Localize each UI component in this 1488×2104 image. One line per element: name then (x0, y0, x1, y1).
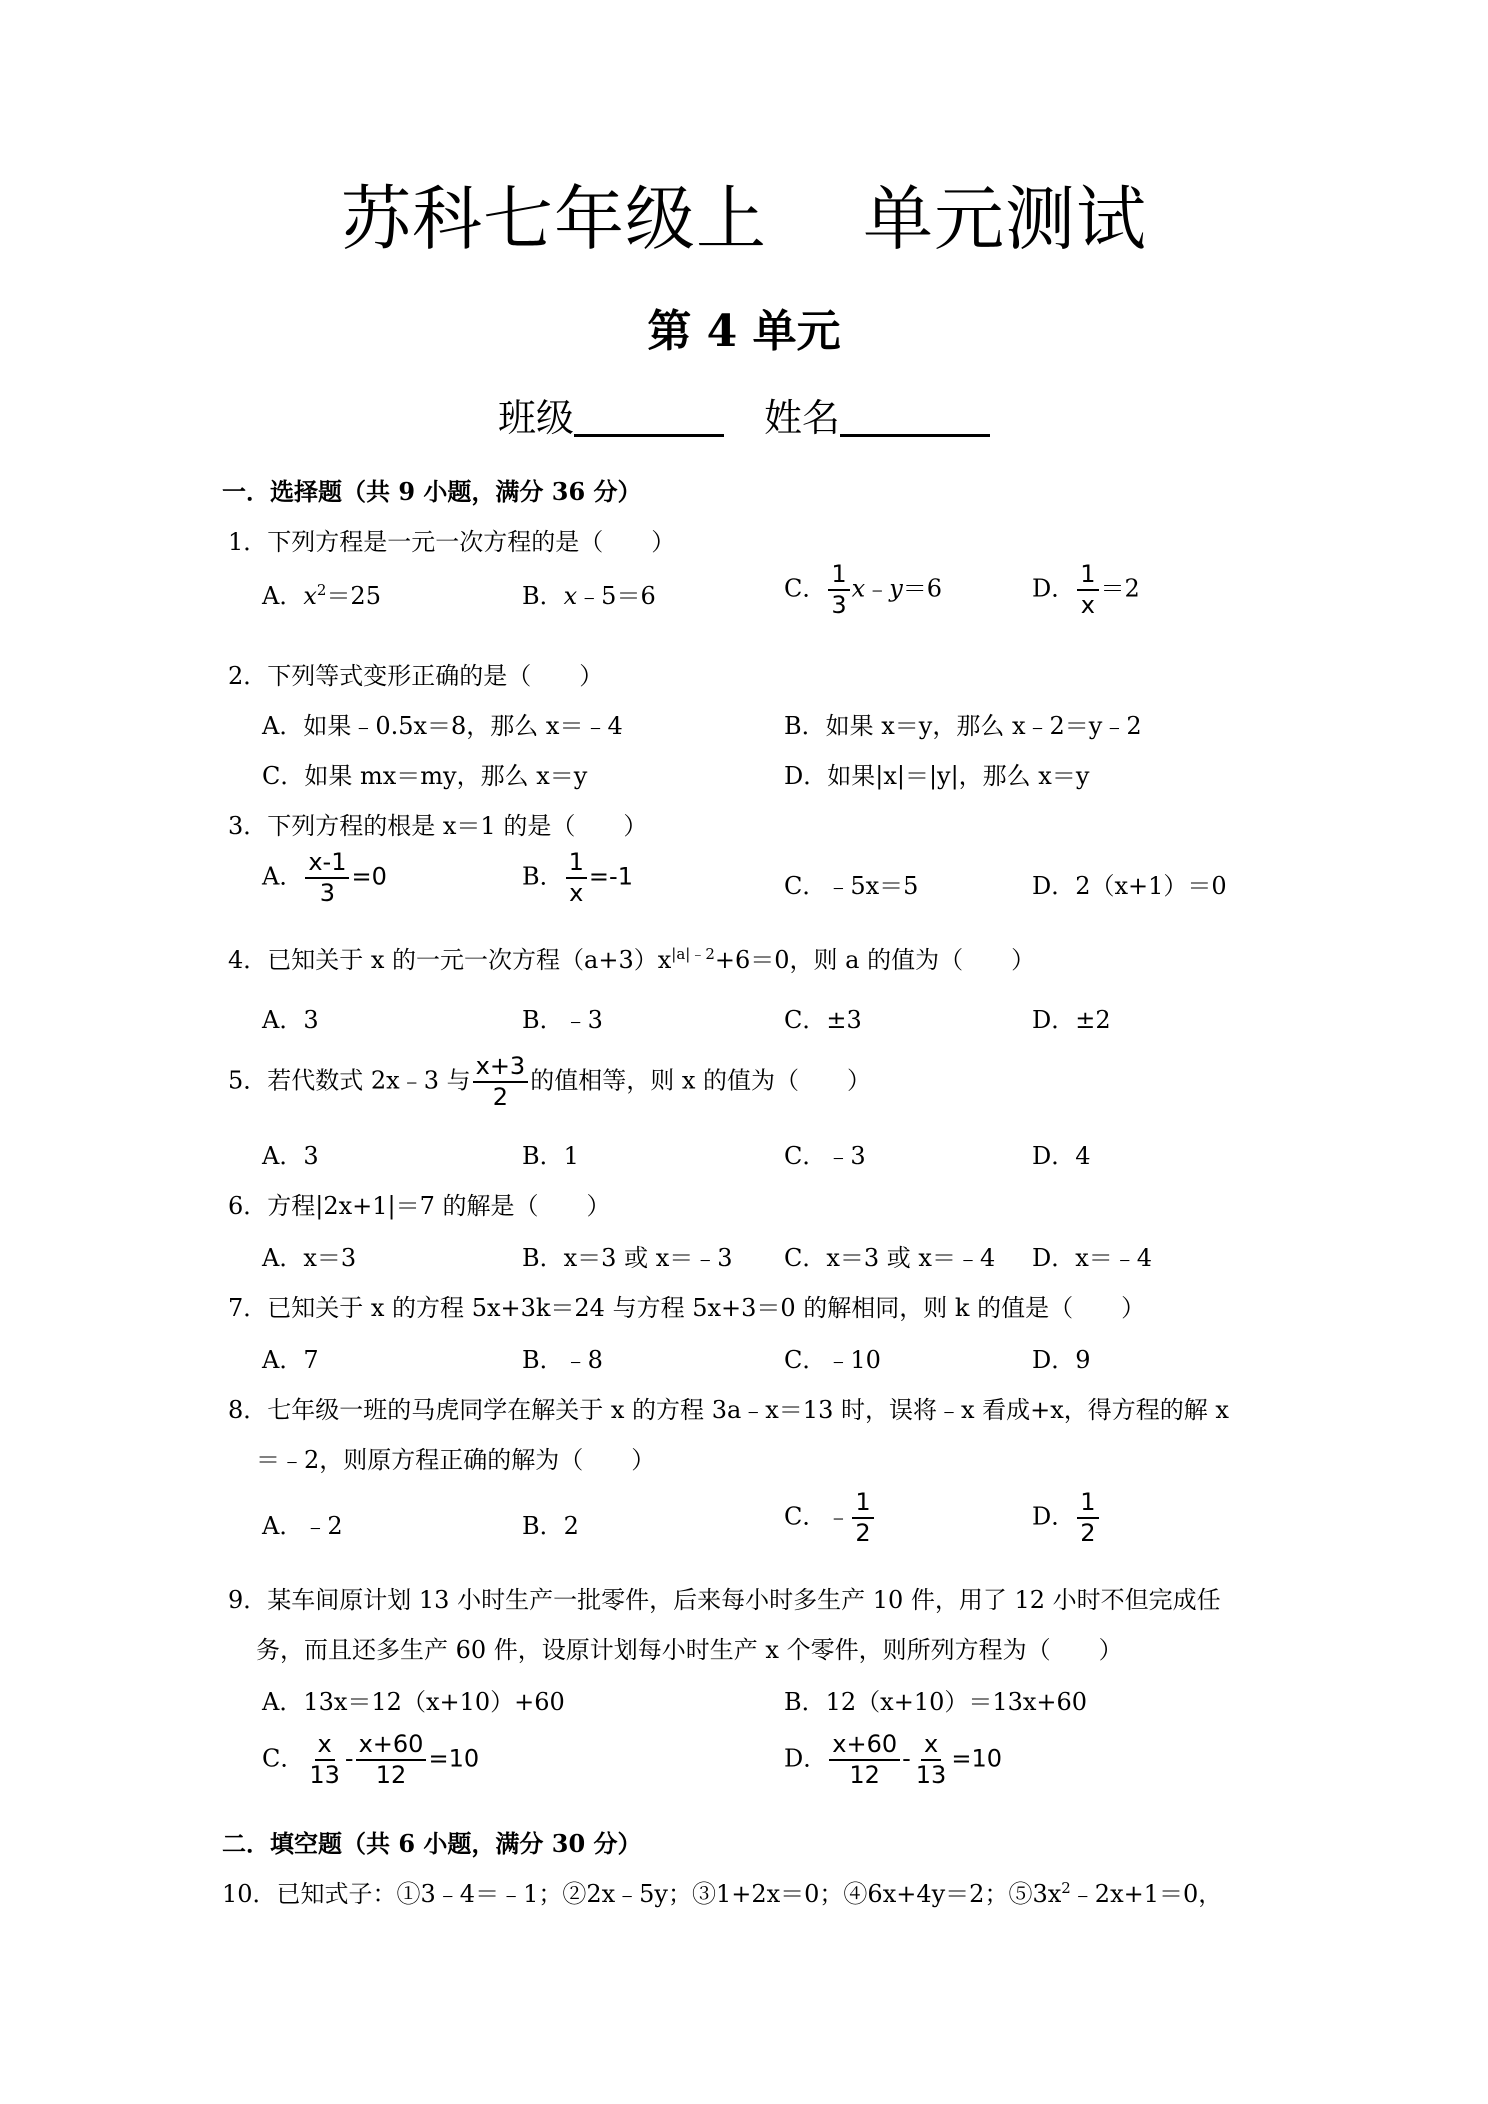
fraction: $\frac{x}{13}$ (915, 1730, 947, 1790)
q6-option-c: C．x＝3 或 x＝﹣4 (784, 1244, 996, 1272)
question-2: 2．下列等式变形正确的是（ ） (228, 662, 604, 690)
fraction: $\frac{x}{13}$ (309, 1730, 340, 1790)
q7-option-a: A．7 (262, 1346, 319, 1374)
fraction: $\frac{1}{2}$ (852, 1490, 873, 1546)
question-4: 4．已知关于 x 的一元一次方程$(a+3)x^{|a|﹣2}+6=0$，则 a 的值为（ ） (228, 945, 1036, 974)
fraction: $\frac{1}{2}$ (1077, 1490, 1098, 1546)
q1-option-d: D． $\frac{1}{x}$ ＝2 (1032, 560, 1140, 620)
q1-option-a: A．$x^2=25$ (262, 581, 381, 610)
q5-option-b: B．1 (522, 1142, 579, 1170)
q5-option-c: C．﹣3 (784, 1142, 866, 1170)
q8-option-b: B．2 (522, 1512, 579, 1540)
class-label: 班级 (497, 396, 574, 440)
section-heading: 一．选择题（共 9 小题，满分 36 分） (222, 477, 642, 506)
q1-option-b: B．x﹣5＝6 (522, 582, 656, 610)
q2-option-c: C．如果 mx＝my，那么 x＝y (262, 762, 588, 790)
unit-heading: 第 4 单元 (647, 306, 841, 357)
q3-option-a: A． $\frac{x-1}{3}$ =0 (262, 848, 387, 908)
fraction: $\frac{1}{3}$ (828, 562, 849, 618)
fraction: $\frac{1}{x}$ (1077, 562, 1098, 618)
title-left: 苏科七年级上 (341, 178, 767, 260)
question-9-line-1: 9．某车间原计划 13 小时生产一批零件，后来每小时多生产 10 件，用了 12 小时不但完成任 (228, 1586, 1221, 1614)
q9-option-c: C． $\frac{x}{13}$ - $\frac{x+60}{12}$ =10 (262, 1730, 480, 1790)
student-info-line (0, 396, 1488, 440)
q8-option-c: C．﹣ $\frac{1}{2}$ (784, 1490, 876, 1546)
question-9-line-2: 务，而且还多生产 60 件，设原计划每小时生产 x 个零件，则所列方程为（ ） (256, 1636, 1123, 1664)
title-right: 单元测试 (863, 178, 1147, 260)
q3-option-b: B． $\frac{1}{x}$ =-1 (522, 848, 633, 908)
q8-option-d: D． $\frac{1}{2}$ (1032, 1490, 1101, 1546)
question-8-line-1: 8．七年级一班的马虎同学在解关于 x 的方程 3a﹣x＝13 时，误将﹣x 看成+x，得方程的解 x (228, 1396, 1229, 1424)
name-blank (840, 398, 990, 437)
fraction: $\frac{x+60}{12}$ (356, 1732, 427, 1788)
question-10: 10．已知式子：①3﹣4＝﹣1；②2x﹣5y；③1+2x＝0；④6x+4y＝2；$⑤3x^2﹣2x+1=0$， (222, 1879, 1223, 1908)
q9-option-b: B．12（x+10）＝13x+60 (784, 1688, 1088, 1716)
fraction: $\frac{x+3}{2}$ (473, 1054, 529, 1110)
q6-option-d: D．x＝﹣4 (1032, 1244, 1153, 1272)
question-5: 5．若代数式 2x﹣3 与 $\frac{x+3}{2}$ 的值相等，则 x 的值为（ ） (228, 1052, 871, 1112)
q4-option-c: C．±3 (784, 1006, 862, 1034)
q6-option-a: A．x＝3 (262, 1244, 357, 1272)
q8-option-a: A．﹣2 (262, 1512, 343, 1540)
q9-option-a: A．13x＝12（x+10）+60 (262, 1688, 565, 1716)
q2-option-b: B．如果 x＝y，那么 x﹣2＝y﹣2 (784, 712, 1142, 740)
page-title (0, 178, 1488, 260)
q3-option-d: D．2（x+1）＝0 (1032, 872, 1227, 900)
question-3: 3．下列方程的根是 x＝1 的是（ ） (228, 812, 648, 840)
q7-option-c: C．﹣10 (784, 1346, 881, 1374)
question-1: 1．下列方程是一元一次方程的是（ ） (228, 528, 676, 556)
q4-option-b: B．﹣3 (522, 1006, 603, 1034)
question-7: 7．已知关于 x 的方程 5x+3k＝24 与方程 5x+3＝0 的解相同，则 k 的值是（ ） (228, 1294, 1146, 1322)
question-8-line-2: ＝﹣2，则原方程正确的解为（ ） (256, 1446, 656, 1474)
q7-option-b: B．﹣8 (522, 1346, 603, 1374)
q7-option-d: D．9 (1032, 1346, 1091, 1374)
q4-option-d: D．±2 (1032, 1006, 1111, 1034)
fraction: $\frac{x+60}{12}$ (829, 1732, 900, 1788)
class-blank (574, 398, 724, 437)
fraction: $\frac{1}{x}$ (566, 850, 587, 906)
fraction: $\frac{x-1}{3}$ (305, 850, 349, 906)
q4-option-a: A．3 (262, 1006, 319, 1034)
section-heading: 二．填空题（共 6 小题，满分 30 分） (222, 1829, 642, 1858)
q2-option-a: A．如果﹣0.5x＝8，那么 x＝﹣4 (262, 712, 623, 740)
q5-option-d: D．4 (1032, 1142, 1091, 1170)
q5-option-a: A．3 (262, 1142, 319, 1170)
q9-option-d: D． $\frac{x+60}{12}$ - $\frac{x}{13}$ =10 (784, 1730, 1002, 1790)
q1-option-c: C． $\frac{1}{3}$ x﹣y＝6 (784, 560, 943, 620)
q2-option-d: D．如果|x|＝|y|，那么 x＝y (784, 762, 1090, 790)
question-6: 6．方程|2x+1|＝7 的解是（ ） (228, 1192, 611, 1220)
q3-option-c: C．﹣5x＝5 (784, 872, 919, 900)
q6-option-b: B．x＝3 或 x＝﹣3 (522, 1244, 733, 1272)
name-label: 姓名 (764, 396, 841, 440)
